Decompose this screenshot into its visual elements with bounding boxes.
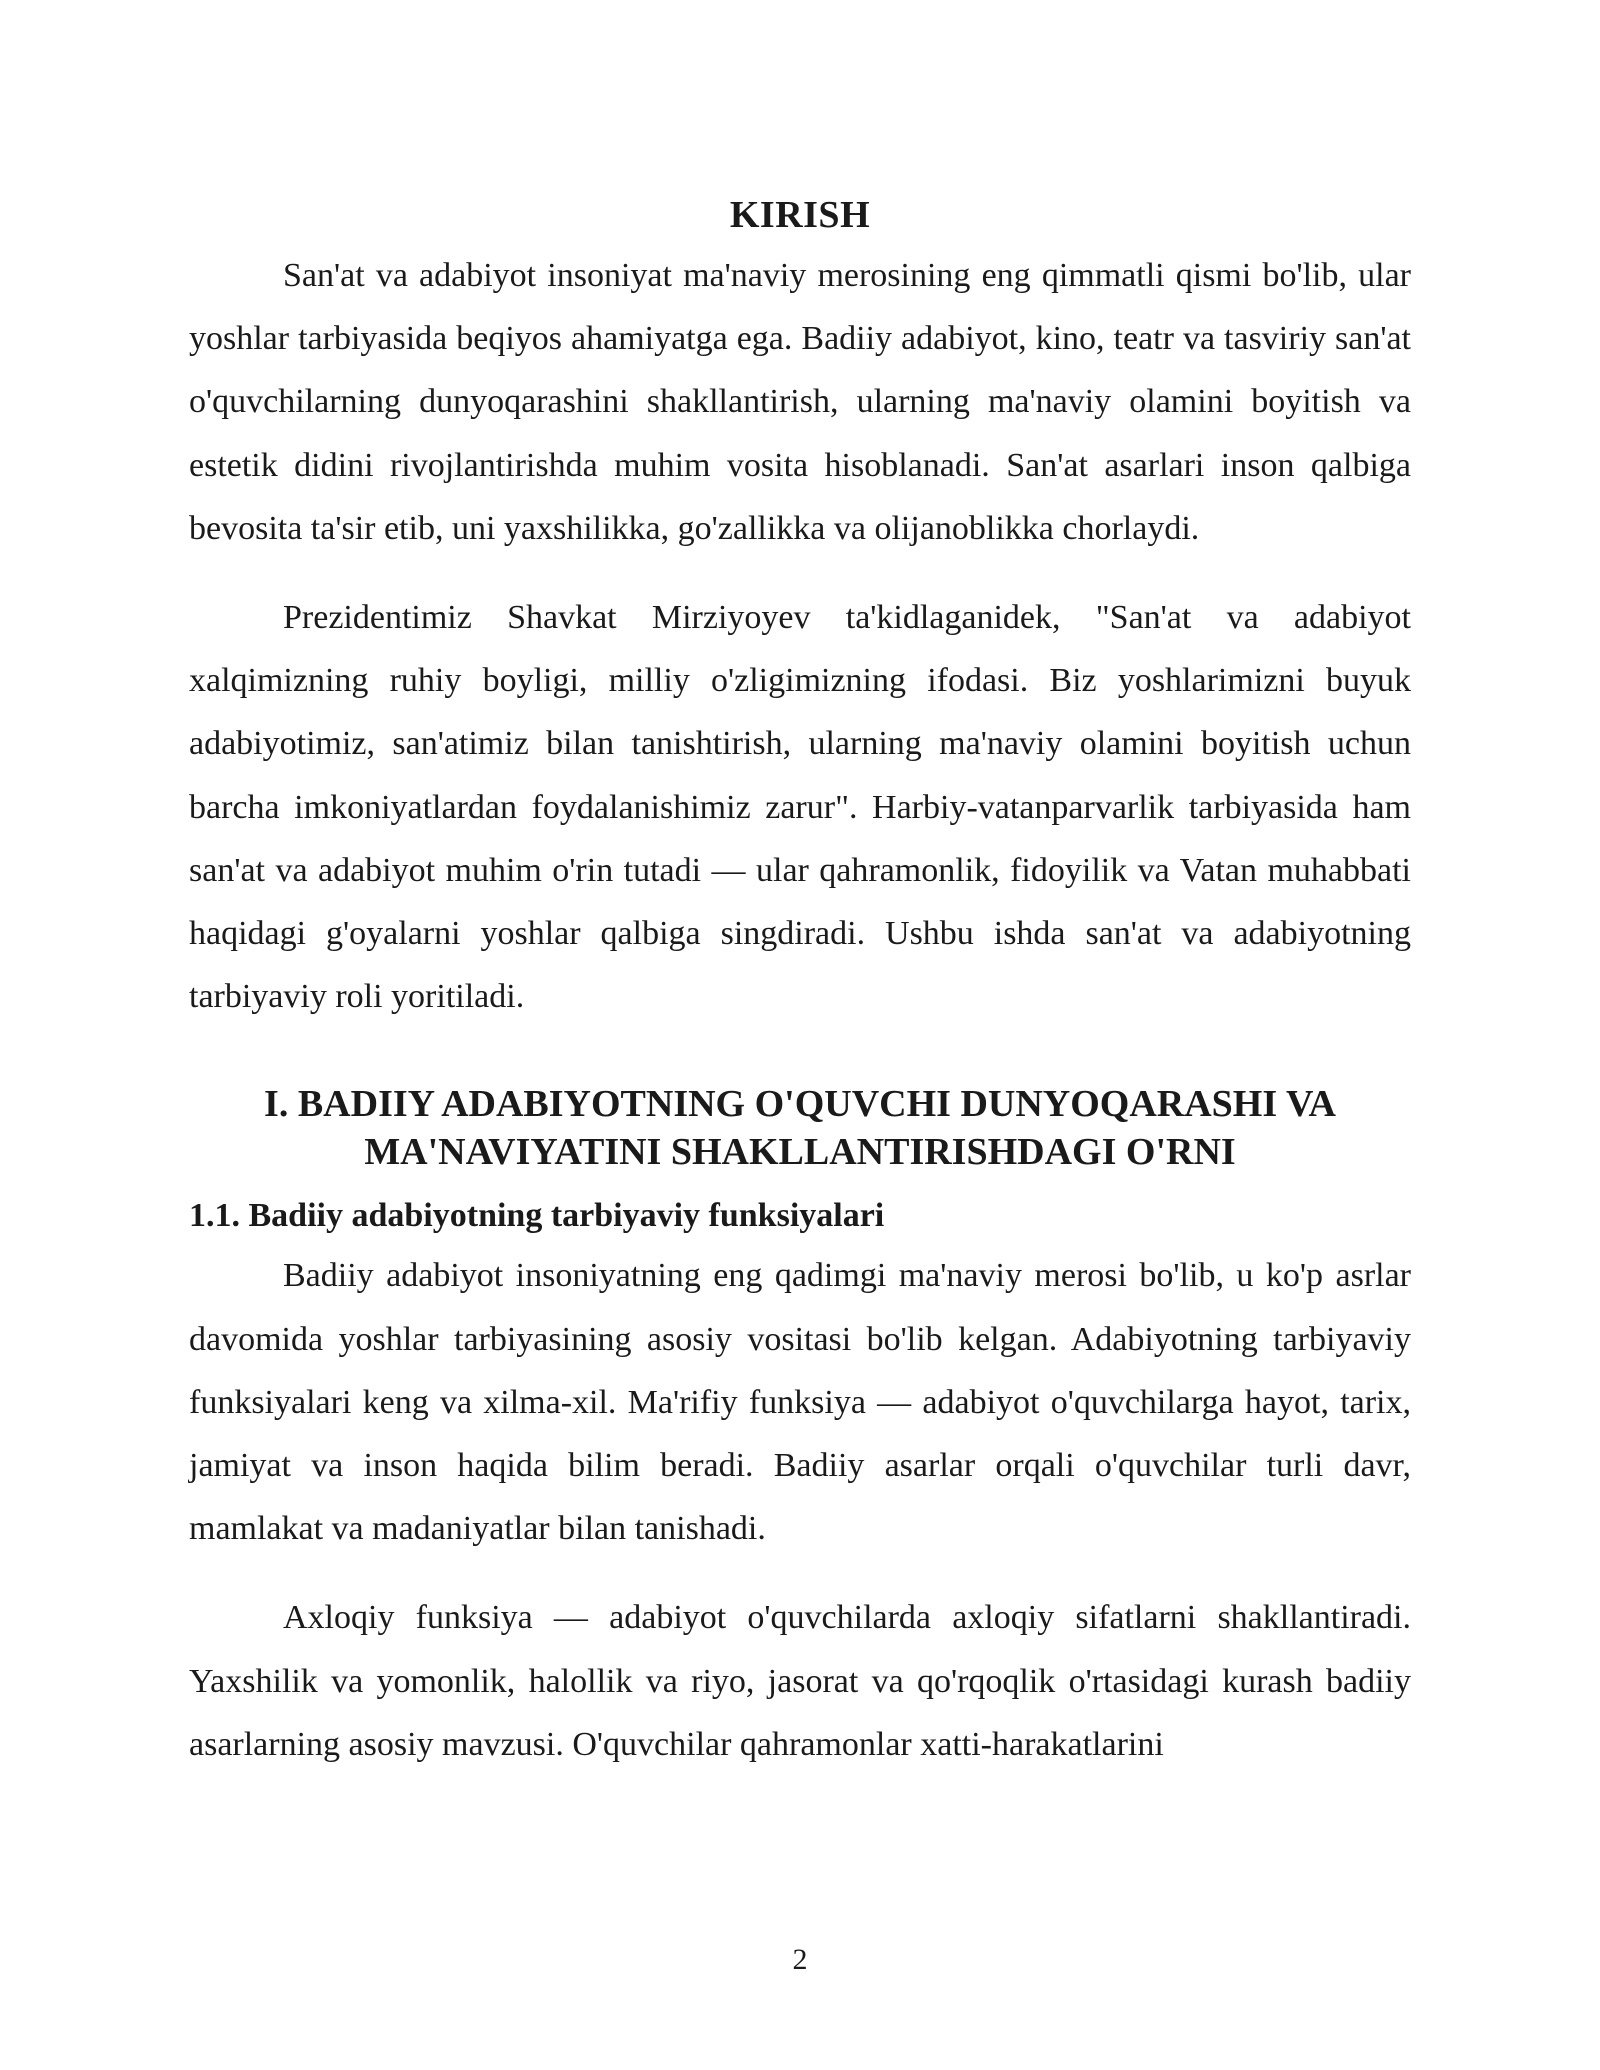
chapter-title-line-2: MA'NAVIYATINI SHAKLLANTIRISHDAGI O'RNI — [364, 1131, 1236, 1174]
intro-paragraph-2: Prezidentimiz Shavkat Mirziyoyev ta'kidlaganidek, "San'at va adabiyot xalqimizning ruhiy boyligi, milliy o'zligimizning ifodasi. Biz yoshlarimizni buyuk adabiyotimiz, san'atimiz bilan tanishtirish, ularning ma'naviy olamini boyitish uchun barcha imkoniyatlardan foydalanishimiz zarur". Harbiy-vatanparvarlik tarbiyasida ham san'at va adabiyot muhim o'rin tutadi — ular qahramonlik, fidoyilik va Vatan muhabbati haqidagi g'oyalarni yoshlar qalbiga singdiradi. Ushbu ishda san'at va adabiyotning tarbiyaviy roli yoritiladi. — [189, 599, 1411, 1016]
page-content — [189, 186, 1411, 1776]
section-paragraph-1: Badiiy adabiyot insoniyatning eng qadimgi ma'naviy merosi bo'lib, u ko'p asrlar davomida yoshlar tarbiyasining asosiy vositasi bo'lib kelgan. Adabiyotning tarbiyaviy funksiyalari keng va xilma-xil. Ma'rifiy funksiya — adabiyot o'quvchilarga hayot, tarix, jamiyat va inson haqida bilim beradi. Badiiy asarlar orqali o'quvchilar turli davr, mamlakat va madaniyatlar bilan tanishadi. — [189, 1257, 1411, 1548]
intro-paragraph-1: San'at va adabiyot insoniyat ma'naviy merosining eng qimmatli qismi bo'lib, ular yoshlar tarbiyasida beqiyos ahamiyatga ega. Badiiy adabiyot, kino, teatr va tasviriy san'at o'quvchilarning dunyoqarashini shakllantirish, ularning ma'naviy olamini boyitish va estetik didini rivojlantirishda muhim vosita hisoblanadi. San'at asarlari inson qalbiga bevosita ta'sir etib, uni yaxshilikka, go'zallikka va olijanoblikka chorlaydi. — [189, 257, 1411, 547]
section-title: 1.1. Badiiy adabiyotning tarbiyaviy funksiyalari — [189, 1197, 885, 1235]
chapter-title-line-1: I. BADIIY ADABIYOTNING O'QUVCHI DUNYOQARASHI VA — [264, 1083, 1336, 1126]
section-paragraph-2: Axloqiy funksiya — adabiyot o'quvchilarda axloqiy sifatlarni shakllantiradi. Yaxshilik va yomonlik, halollik va riyo, jasorat va qo'rqoqlik o'rtasidagi kurash badiiy asarlarning asosiy mavzusi. O'quvchilar qahramonlar xatti-harakatlarini — [189, 1599, 1411, 1763]
intro-title: KIRISH — [729, 194, 871, 236]
chapter-title — [189, 1080, 1411, 1176]
page-number: 2 — [792, 1943, 808, 1976]
